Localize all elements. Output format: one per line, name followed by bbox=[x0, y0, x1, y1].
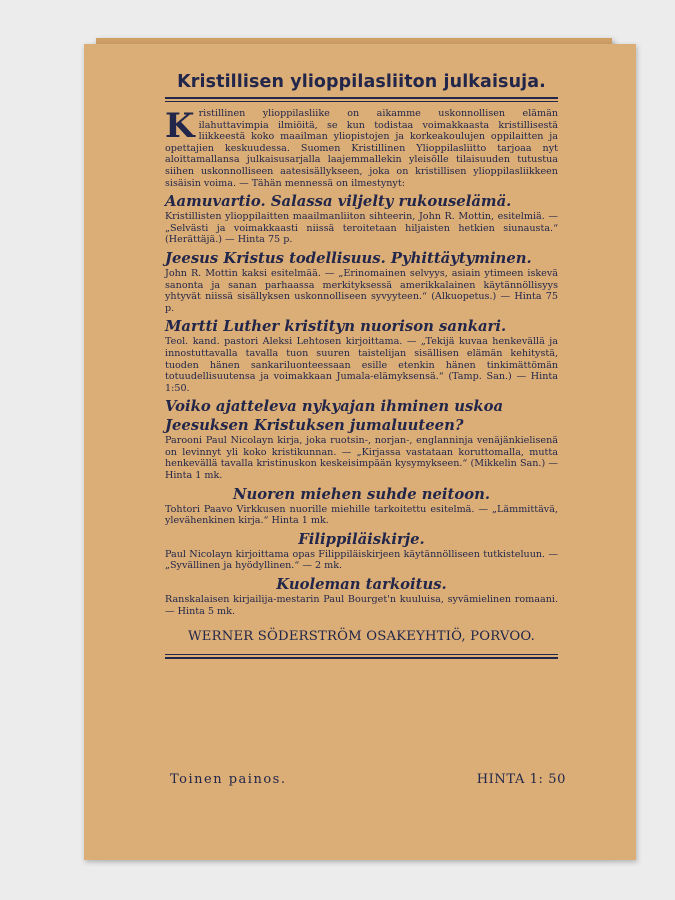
cover-text-block bbox=[165, 70, 558, 659]
entry-heading-nuoren-miehen: Nuoren miehen suhde neitoon. bbox=[232, 485, 491, 503]
bottom-rule bbox=[165, 654, 558, 659]
entry-text-aamuvartio: Kristillisten ylioppilaitten maailmanliiton sihteerin, John R. Mottin, esitelmiä. — „Selvästi ja voimakkaasti niissä teroitetaan hiljaisten hetkien siunausta.“ (Herättäjä.) — Hinta 75 p. bbox=[165, 211, 558, 246]
entry-heading-kuoleman-tarkoitus: Kuoleman tarkoitus. bbox=[276, 576, 447, 594]
page-title: Kristillisen ylioppilasliiton julkaisuja. bbox=[177, 72, 546, 92]
entry-heading-aamuvartio: Aamuvartio. Salassa viljelty rukouselämä. bbox=[165, 193, 512, 211]
dropcap-letter: K bbox=[165, 106, 195, 146]
entry-text-voiko-ajatteleva: Parooni Paul Nicolayn kirja, joka ruotsin-, norjan-, englanninja venäjänkielisenä on levinnyt yli koko kristikunnan. — „Kirjassa vastataan koruttomalla, mutta henkevällä tavalla kristinuskon keskeisimpään kysymykseen.“ (Mikkelin San.) — Hinta 1 mk. bbox=[165, 435, 558, 482]
price-label: HINTA 1: 50 bbox=[476, 772, 566, 787]
title-rule bbox=[165, 97, 558, 102]
entry-text-nuoren-miehen: Tohtori Paavo Virkkusen nuorille miehille tarkoitettu esitelmä. — „Lämmittävä, ylevähenkinen kirja.“ Hinta 1 mk. bbox=[165, 503, 558, 527]
intro-text: ristillinen ylioppilasliike on aikamme uskonnollisen elämän ilahuttavimpia ilmiöitä, se kun todistaa voimakkaasta kristillisestä liikkeestä koko maailman yliopistojen ja korkeakoulujen oppilaitten ja opettajien keskuudessa. Suomen Kristillinen Ylioppilasliitto tarjoaa nyt aloittamallansa julkaisusarjalla laajemmallekin yleisölle tilaisuuden tutustua siihen uskonnolliseen aatesisällykseen, joka on kristillisen ylioppilasliikkeen sisäisin voima. — Tähän mennessä on ilmestynyt: bbox=[165, 108, 558, 189]
publisher-line: WERNER SÖDERSTRÖM OSAKEYHTIÖ, PORVOO. bbox=[188, 629, 535, 645]
entry-text-jeesus-kristus: John R. Mottin kaksi esitelmää. — „Erinomainen selvyys, asiain ytimeen iskevä sanonta ja sanan parhaassa merkityksessä amerikkalainen käytännöllisyys yhtyvät niissä sisällyksen uskonnolliseen syvyyteen.“ (Alkuopetus.) — Hinta 75 p. bbox=[165, 267, 558, 314]
edition-label: Toinen painos. bbox=[170, 772, 287, 787]
entry-text-filippilaiskirje: Paul Nicolayn kirjoittama opas Filippiläiskirjeen käytännölliseen tutkisteluun. — „Syvällinen ja hyödyllinen.“ — 2 mk. bbox=[165, 548, 558, 572]
intro-paragraph bbox=[165, 108, 558, 189]
entry-heading-filippilaiskirje: Filippiläiskirje. bbox=[298, 530, 425, 548]
entry-text-martti-luther: Teol. kand. pastori Aleksi Lehtosen kirjoittama. — „Tekijä kuvaa henkevällä ja innostuttavalla tavalla tuon suuren taistelijan sisällisen elämän kehitystä, tuoden hänen sankariluonteessaan esille etenkin hänen tinkimättömän totuudellisuutensa ja voimakkaan Jumala-elämyksensä.“ (Tamp. San.) — Hinta 1:50. bbox=[165, 336, 558, 394]
entry-heading-jeesus-kristus: Jeesus Kristus todellisuus. Pyhittäytyminen. bbox=[165, 249, 532, 267]
entry-heading-voiko-ajatteleva: Voiko ajatteleva nykyajan ihminen uskoa Jeesuksen Kristuksen jumaluuteen? bbox=[165, 398, 504, 435]
cover-footer bbox=[170, 772, 566, 787]
entry-text-kuoleman-tarkoitus: Ranskalaisen kirjailija-mestarin Paul Bourget'n kuuluisa, syvämielinen romaani. — Hinta 5 mk. bbox=[165, 594, 558, 617]
entry-heading-martti-luther: Martti Luther kristityn nuorison sankari. bbox=[165, 318, 507, 336]
